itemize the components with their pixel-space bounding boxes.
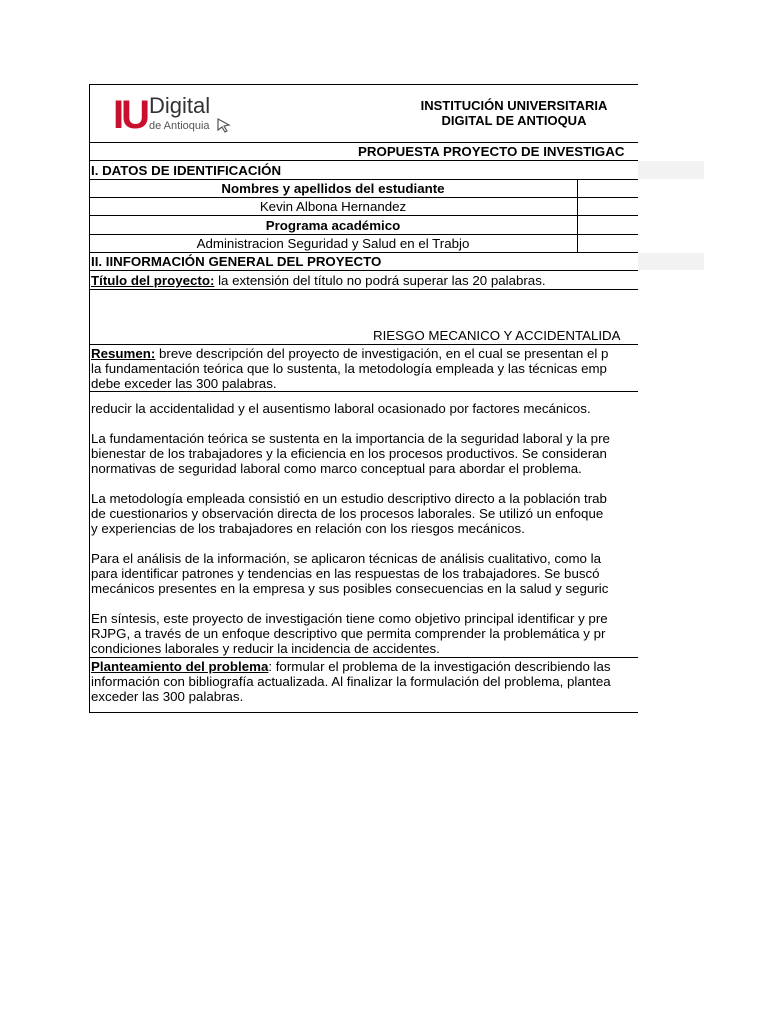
summary-line: bienestar de los trabajadores y la eficiencia en los procesos productivos. Se consideran — [91, 446, 607, 461]
section1-heading: I. DATOS DE IDENTIFICACIÓN — [91, 163, 282, 178]
summary-line: de cuestionarios y observación directa de los procesos laborales. Se utilizó un enfoque — [91, 506, 604, 521]
summary-label: Resumen: — [91, 346, 156, 361]
problem-hint-line: exceder las 300 palabras. — [91, 689, 244, 704]
institution-logo — [113, 93, 233, 139]
summary-hint — [91, 346, 651, 391]
summary-line — [91, 416, 651, 431]
rule — [89, 234, 649, 235]
rule — [89, 160, 649, 161]
header-fill — [638, 253, 704, 270]
program-label: Programa académico — [265, 218, 401, 233]
summary-line — [91, 596, 651, 611]
form-title: PROPUESTA PROYECTO DE INVESTIGAC — [358, 144, 625, 159]
problem-label: Planteamiento del problema — [91, 659, 269, 674]
project-title: RIESGO MECANICO Y ACCIDENTALIDA — [373, 328, 621, 343]
rule — [89, 289, 649, 290]
rule — [89, 215, 649, 216]
border-top — [89, 84, 649, 85]
section2-heading: II. IINFORMACIÓN GENERAL DEL PROYECTO — [91, 254, 382, 269]
summary-line: normativas de seguridad laboral como marco conceptual para abordar el problema. — [91, 461, 582, 476]
institution-name-line1: INSTITUCIÓN UNIVERSITARIA — [420, 98, 608, 113]
student-label: Nombres y apellidos del estudiante — [221, 181, 445, 196]
summary-hint-line: la fundamentación teórica que lo sustenta, la metodología empleada y las técnicas emp — [91, 361, 607, 376]
summary-line: La fundamentación teórica se sustenta en la importancia de la seguridad laboral y la pre — [91, 431, 610, 446]
summary-line: La metodología empleada consistió en un estudio descriptivo directo a la población trab — [91, 491, 607, 506]
summary-line: mecánicos presentes en la empresa y sus posibles consecuencias en la salud y seguric — [91, 581, 609, 596]
rule — [89, 142, 649, 143]
rule — [89, 657, 649, 658]
cursor-icon — [216, 117, 232, 133]
logo-antioquia-text: de Antioquia — [149, 120, 210, 132]
summary-line: RJPG, a través de un enfoque descriptivo que permita comprender la problemática y pr — [91, 626, 606, 641]
program-value: Administracion Seguridad y Salud en el Trabjo — [196, 236, 470, 251]
rule — [89, 179, 649, 180]
student-value: Kevin Albona Hernandez — [259, 199, 407, 214]
rule — [89, 252, 649, 253]
summary-line — [91, 476, 651, 491]
rule — [89, 270, 649, 271]
rule — [89, 197, 649, 198]
summary-line: Para el análisis de la información, se aplicaron técnicas de análisis cualitativo, como la — [91, 551, 601, 566]
summary-line: para identificar patrones y tendencias en las respuestas de los trabajadores. Se buscó — [91, 566, 600, 581]
summary-line: condiciones laborales y reducir la incidencia de accidentes. — [91, 641, 440, 656]
rule — [89, 344, 649, 345]
summary-line — [91, 536, 651, 551]
problem-hint — [91, 659, 651, 704]
summary-line: y experiencias de los trabajadores en relación con los riesgos mecánicos. — [91, 521, 525, 536]
rule — [89, 391, 649, 392]
summary-hint-line: breve descripción del proyecto de investigación, en el cual se presentan el p — [155, 346, 609, 361]
problem-hint-line: información con bibliografía actualizada. Al finalizar la formulación del problema, plantea — [91, 674, 611, 689]
summary-line: reducir la accidentalidad y el ausentismo laboral ocasionado por factores mecánicos. — [91, 401, 591, 416]
problem-hint-line: : formular el problema de la investigación describiendo las — [268, 659, 611, 674]
summary-hint-line: debe exceder las 300 palabras. — [91, 376, 277, 391]
summary-line: En síntesis, este proyecto de investigación tiene como objetivo principal identificar y pre — [91, 611, 608, 626]
institution-name-line2: DIGITAL DE ANTIOQUA — [441, 113, 587, 128]
title-label: Título del proyecto: — [91, 273, 215, 288]
logo-iu-mark: IU — [113, 93, 147, 137]
header-fill — [638, 161, 704, 179]
title-hint: la extensión del título no podrá superar las 20 palabras. — [214, 273, 546, 288]
page-cutoff — [638, 0, 768, 1024]
logo-digital-text: Digital — [149, 93, 211, 118]
column-divider — [577, 179, 578, 253]
summary-text — [91, 401, 651, 656]
border-bottom — [89, 712, 649, 713]
title-row — [91, 273, 546, 288]
